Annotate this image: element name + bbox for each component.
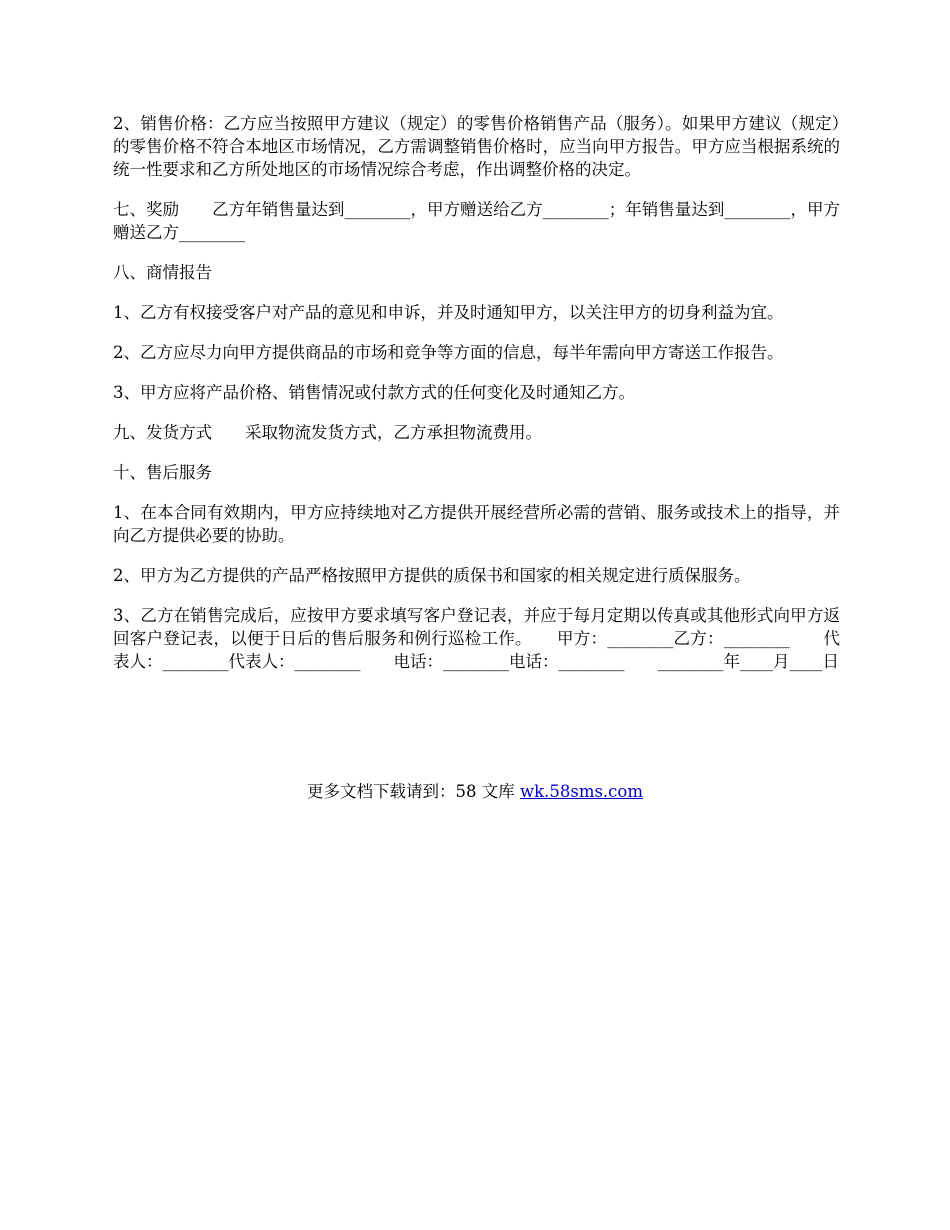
paragraph-report-3: 3、甲方应将产品价格、销售情况或付款方式的任何变化及时通知乙方。	[113, 383, 635, 402]
paragraph-sales-price: 2、销售价格：乙方应当按照甲方建议（规定）的零售价格销售产品（服务）。如果甲方建议（规定）的零售价格不符合本地区市场情况，乙方需调整销售价格时，应当向甲方报告。甲方应当根据系统的统一性要求和乙方所处地区的市场情况综合考虑，作出调整价格的决定。	[113, 114, 840, 179]
paragraph-after-sales-3-signatures: 3、乙方在销售完成后，应按甲方要求填写客户登记表，并应于每月定期以传真或其他形式向甲方返回客户登记表，以便于日后的售后服务和例行巡检工作。 甲方：________乙方：________ 代表人：________代表人：________ 电话：________电话：________ ________年____月____日	[113, 606, 840, 671]
paragraph-reward: 七、奖励 乙方年销售量达到________，甲方赠送给乙方________；年销售量达到________，甲方赠送乙方________	[113, 200, 840, 242]
document-body	[113, 112, 840, 690]
footer-prefix: 更多文档下载请到：58 文库	[306, 782, 520, 801]
paragraph-after-sales-1: 1、在本合同有效期内，甲方应持续地对乙方提供开展经营所必需的营销、服务或技术上的指导，并向乙方提供必要的协助。	[113, 503, 840, 545]
paragraph-after-sales-2: 2、甲方为乙方提供的产品严格按照甲方提供的质保书和国家的相关规定进行质保服务。	[113, 566, 751, 585]
footer-link[interactable]: wk.58sms.com	[519, 782, 643, 801]
paragraph-shipping: 九、发货方式 采取物流发货方式，乙方承担物流费用。	[113, 423, 542, 442]
heading-business-report: 八、商情报告	[113, 263, 212, 282]
paragraph-report-2: 2、乙方应尽力向甲方提供商品的市场和竞争等方面的信息，每半年需向甲方寄送工作报告。	[113, 343, 784, 362]
footer	[0, 780, 950, 803]
heading-after-sales: 十、售后服务	[113, 463, 212, 482]
paragraph-report-1: 1、乙方有权接受客户对产品的意见和申诉，并及时通知甲方，以关注甲方的切身利益为宜。	[113, 303, 784, 322]
